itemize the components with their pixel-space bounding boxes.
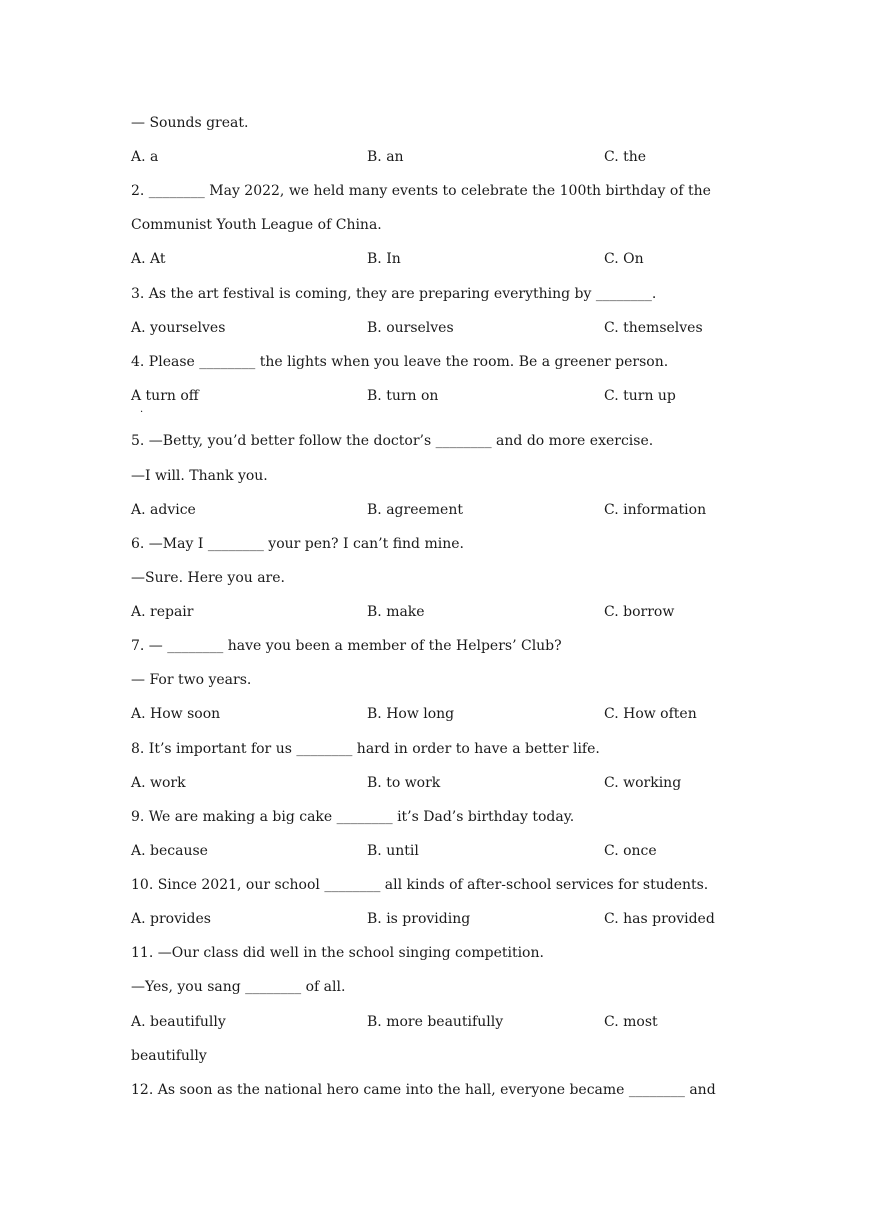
option-a: A. work	[131, 775, 186, 791]
question-9: 9. We are making a big cake ________ it’s Dad’s birthday today.	[131, 809, 575, 825]
option-b: B. is providing	[367, 911, 471, 927]
option-c: C. How often	[604, 706, 697, 722]
option-c: C. information	[604, 502, 707, 518]
text-line: Communist Youth League of China.	[131, 217, 382, 233]
option-c: C. has provided	[604, 911, 715, 927]
text-line: —Sure. Here you are.	[131, 570, 285, 586]
question-3: 3. As the art festival is coming, they are preparing everything by ________.	[131, 286, 657, 302]
option-c: C. working	[604, 775, 682, 791]
dot-mark: ·	[140, 407, 144, 418]
question-6: 6. —May I ________ your pen? I can’t find mine.	[131, 536, 464, 552]
option-c: C. On	[604, 251, 644, 267]
option-c: C. once	[604, 843, 657, 859]
option-c: C. borrow	[604, 604, 675, 620]
option-b: B. an	[367, 149, 404, 165]
option-a: A. yourselves	[131, 320, 226, 336]
option-c: C. turn up	[604, 388, 676, 404]
option-a: A. At	[131, 251, 166, 267]
option-a: A. because	[131, 843, 208, 859]
option-a: A. repair	[131, 604, 194, 620]
text-line: —Yes, you sang ________ of all.	[131, 979, 346, 995]
option-a: A. a	[131, 149, 159, 165]
option-a: A. advice	[131, 502, 196, 518]
text-line: — For two years.	[131, 672, 252, 688]
option-b: B. agreement	[367, 502, 463, 518]
question-7: 7. — ________ have you been a member of the Helpers’ Club?	[131, 638, 562, 654]
question-12: 12. As soon as the national hero came into the hall, everyone became ________ and	[131, 1082, 716, 1098]
question-8: 8. It’s important for us ________ hard in order to have a better life.	[131, 741, 600, 757]
text-line: — Sounds great.	[131, 115, 249, 131]
question-5: 5. —Betty, you’d better follow the doctor’s ________ and do more exercise.	[131, 433, 654, 449]
option-c: C. most	[604, 1014, 658, 1030]
option-b: B. turn on	[367, 388, 439, 404]
option-a: A turn off	[131, 388, 199, 404]
option-b: B. more beautifully	[367, 1014, 504, 1030]
option-c: C. themselves	[604, 320, 703, 336]
document-page	[131, 0, 741, 1228]
option-a: A. beautifully	[131, 1014, 226, 1030]
option-b: B. make	[367, 604, 425, 620]
question-4: 4. Please ________ the lights when you leave the room. Be a greener person.	[131, 354, 669, 370]
option-a: A. provides	[131, 911, 211, 927]
option-b: B. to work	[367, 775, 441, 791]
option-b: B. How long	[367, 706, 455, 722]
text-line: —I will. Thank you.	[131, 468, 268, 484]
text-line: beautifully	[131, 1048, 207, 1064]
question-11: 11. —Our class did well in the school singing competition.	[131, 945, 544, 961]
option-b: B. until	[367, 843, 419, 859]
question-2: 2. ________ May 2022, we held many events to celebrate the 100th birthday of the	[131, 183, 711, 199]
option-a: A. How soon	[131, 706, 221, 722]
option-b: B. In	[367, 251, 401, 267]
option-c: C. the	[604, 149, 647, 165]
option-b: B. ourselves	[367, 320, 454, 336]
question-10: 10. Since 2021, our school ________ all kinds of after-school services for students.	[131, 877, 709, 893]
